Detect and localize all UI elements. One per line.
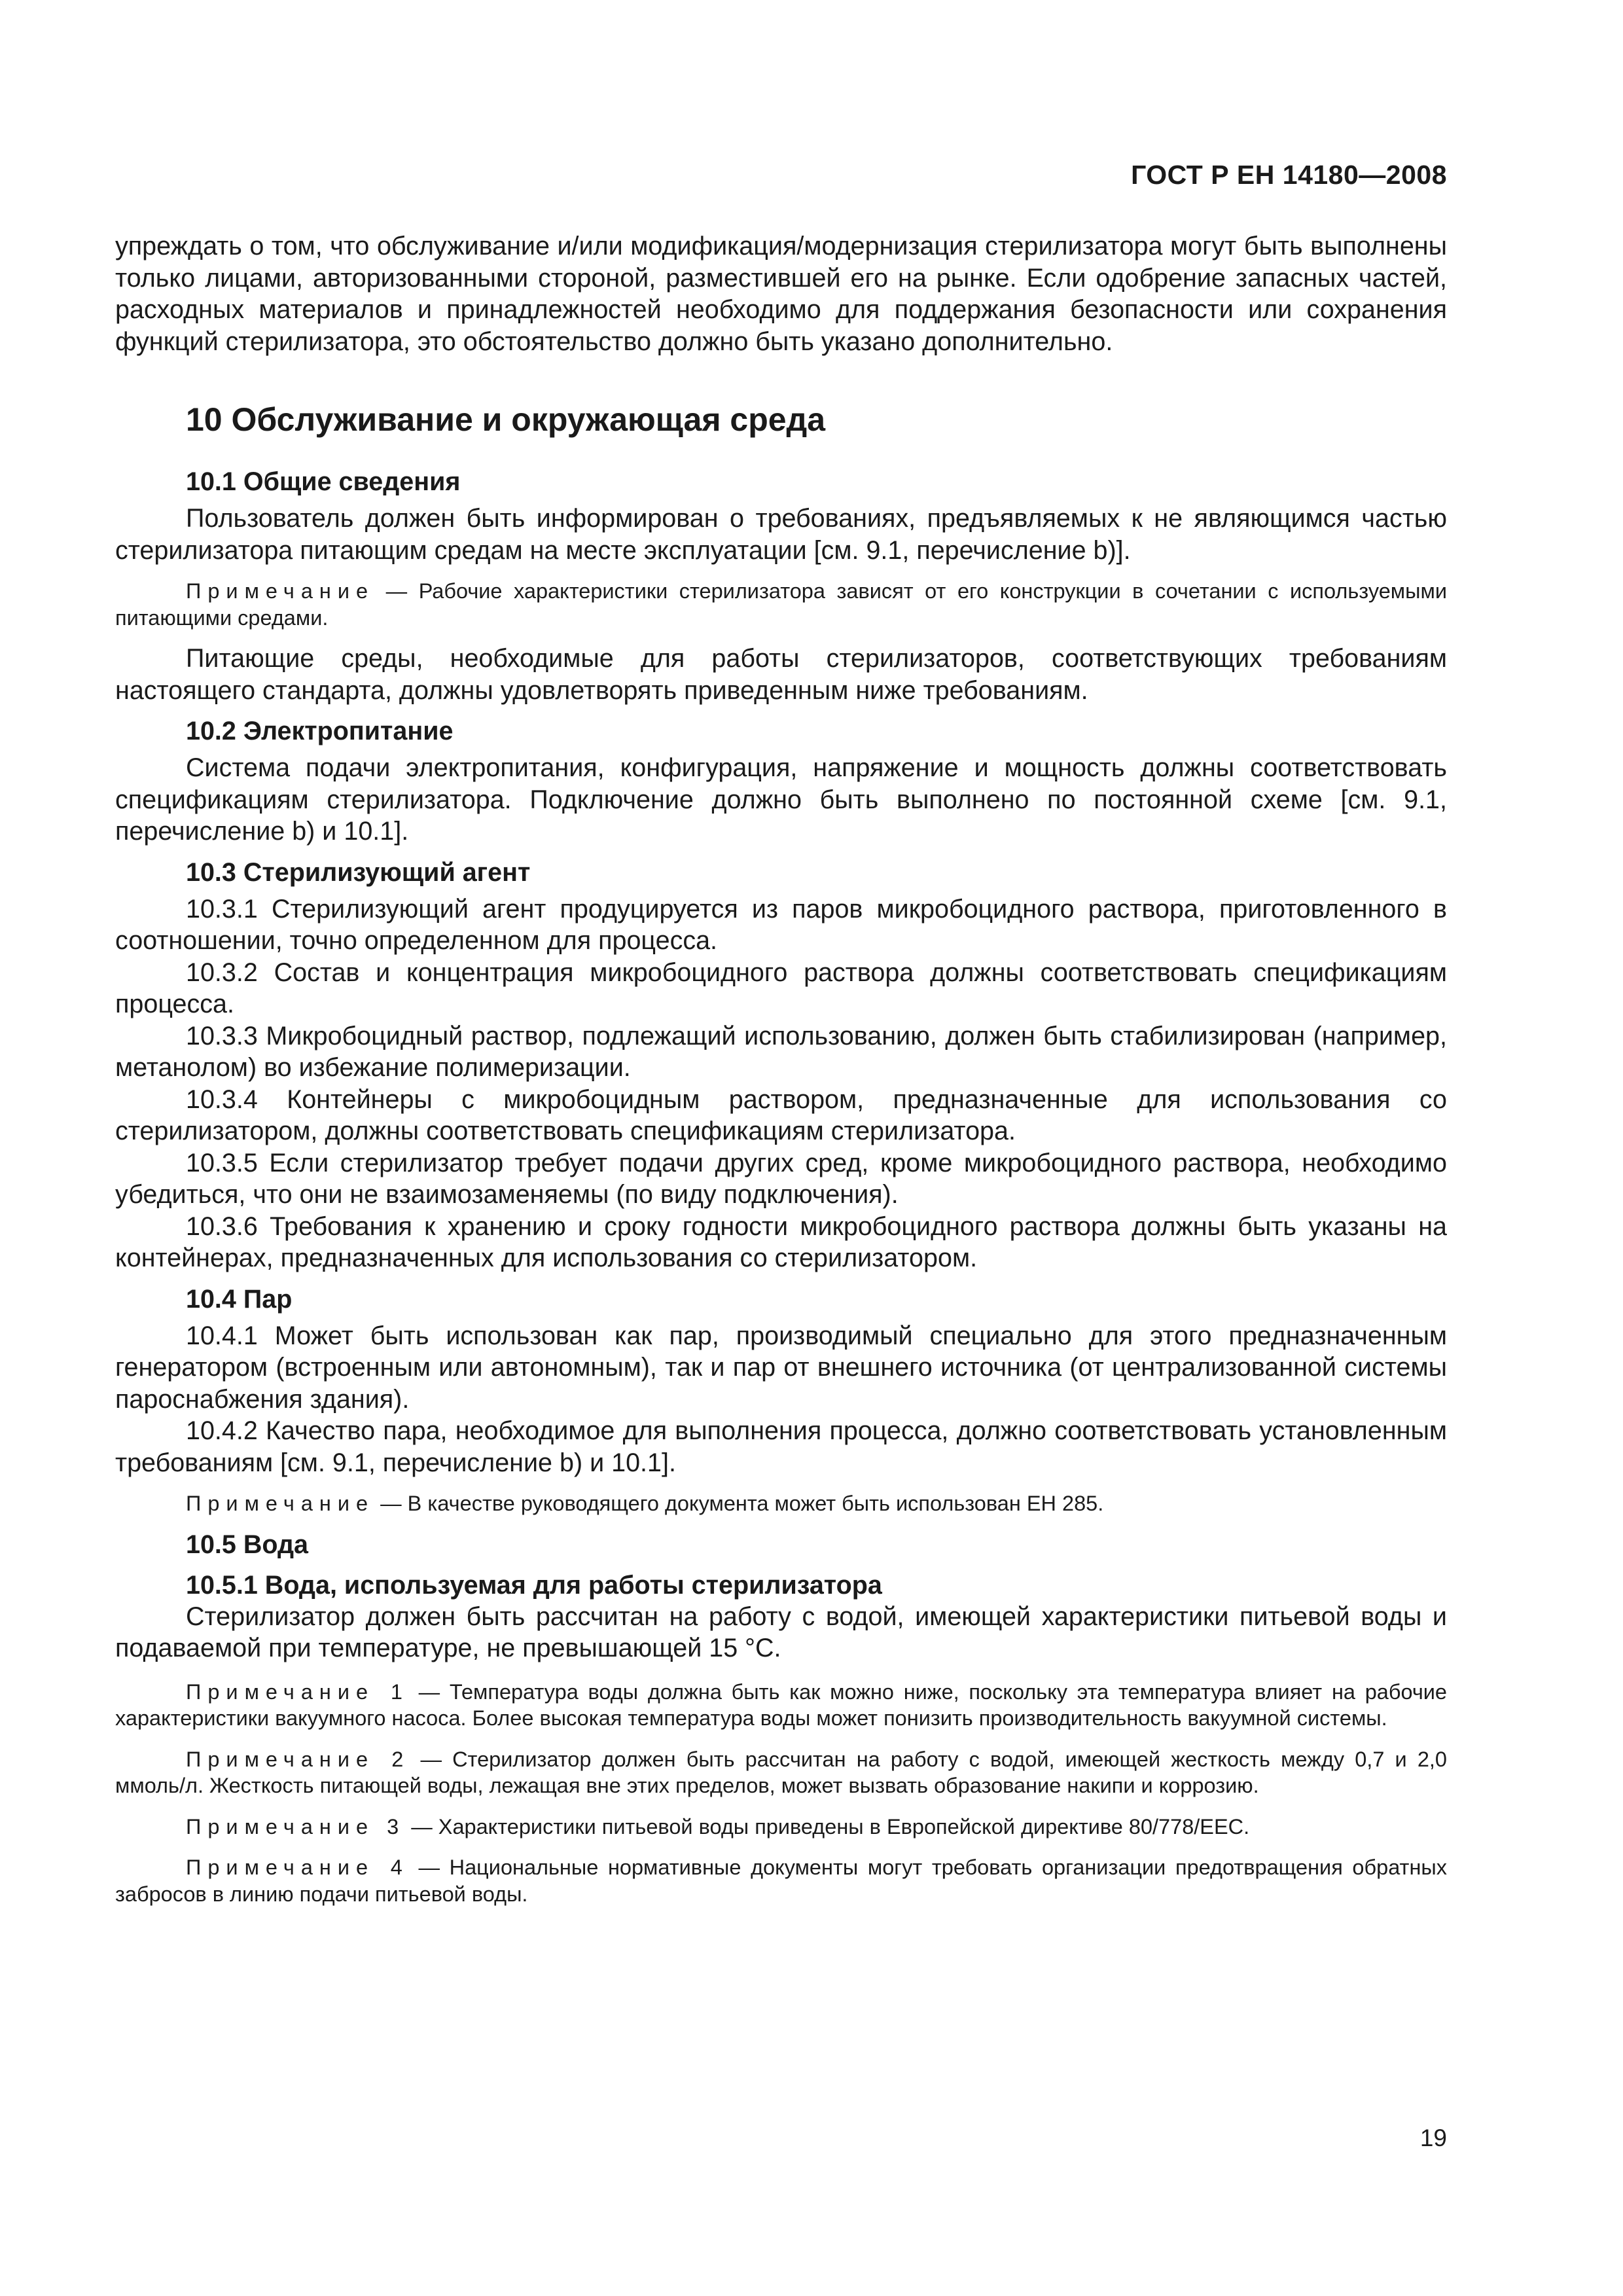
section-10-2-heading: 10.2 Электропитание [186, 717, 454, 745]
note-text: — Характеристики питьевой воды приведены в Европейской директиве 80/778/ЕЕС. [405, 1814, 1250, 1839]
section-10-2-paragraph: Система подачи электропитания, конфигурация, напряжение и мощность должны соответствовать спецификациям стерилизатора. Подключение должно быть выполнено по постоянной схеме [см. 9.1, перечисление b) и 10.1]. [115, 753, 1447, 846]
section-10-4-note [115, 1490, 1447, 1517]
clause-10-3-6: 10.3.6 Требования к хранению и сроку годности микробоцидного раствора должны быть указаны на контейнерах, предназначенных для использования со стерилизатором. [115, 1211, 1447, 1272]
note-text: — Национальные нормативные документы могут требовать организации предотвращения обратных забросов в линию подачи питьевой воды. [115, 1856, 1447, 1906]
clause-10-3-1: 10.3.1 Стерилизующий агент продуцируется из паров микробоцидного раствора, приготовленного в соотношении, точно определенном для процесса. [115, 894, 1447, 955]
section-10-1-note [115, 578, 1447, 631]
note-label: Примечание 4 [186, 1856, 409, 1879]
note-label: Примечание 2 [186, 1747, 410, 1771]
clause-10-4-2: 10.4.2 Качество пара, необходимое для выполнения процесса, должно соответствовать установленным требованиям [см. 9.1, перечисление b) и 10.1]. [115, 1416, 1447, 1477]
note-text: — В качестве руководящего документа может быть использован ЕН 285. [374, 1492, 1104, 1515]
note-label: Примечание [186, 1492, 375, 1515]
document-code: ГОСТ Р ЕН 14180—2008 [1131, 160, 1447, 190]
section-10-5-1-paragraph: Стерилизатор должен быть рассчитан на работу с водой, имеющей характеристики питьевой воды и подаваемой при температуре, не превышающей 15 °С. [115, 1602, 1447, 1662]
section-10-5-1-note-3 [115, 1814, 1447, 1840]
clause-10-3-3: 10.3.3 Микробоцидный раствор, подлежащий использованию, должен быть стабилизирован (например, метанолом) во избежание полимеризации. [115, 1021, 1447, 1082]
page-number: 19 [1419, 2125, 1447, 2151]
note-text: — Рабочие характеристики стерилизатора зависят от его конструкции в сочетании с используемыми питающими средами. [115, 579, 1447, 630]
document-page [115, 0, 1447, 2296]
section-10-3-heading: 10.3 Стерилизующий агент [186, 857, 531, 887]
section-10-1-paragraph-2: Питающие среды, необходимые для работы стерилизаторов, соответствующих требованиям настоящего стандарта, должны удовлетворять приведенным ниже требованиям. [115, 644, 1447, 705]
section-10-5-1-note-4 [115, 1854, 1447, 1907]
note-text: — Стерилизатор должен быть рассчитан на работу с водой, имеющей жесткость между 0,7 и 2,0 ммоль/л. Жесткость питающей воды, лежащая вне этих пределов, может вызвать образование накипи и коррозию. [115, 1747, 1448, 1797]
continued-paragraph: упреждать о том, что обслуживание и/или модификация/модернизация стерилизатора могут быть выполнены только лицами, авторизованными стороной, разместившей его на рынке. Если одобрение запасных частей, расходных материалов и принадлежностей необходимо для поддержания безопасности или сохранения функций стерилизатора, это обстоятельство должно быть указано дополнительно. [115, 232, 1447, 356]
section-10-4-heading: 10.4 Пар [186, 1284, 293, 1314]
section-10-5-1-note-1 [115, 1679, 1447, 1732]
section-10-heading: 10 Обслуживание и окружающая среда [186, 401, 826, 438]
note-label: Примечание 3 [186, 1814, 406, 1839]
note-label: Примечание 1 [186, 1679, 409, 1704]
section-10-1-heading: 10.1 Общие сведения [186, 467, 461, 496]
note-text: — Температура воды должна быть как можно ниже, поскольку эта температура влияет на рабочие характеристики вакуумного насоса. Более высокая температура воды может понизить производительность вакуумной системы. [115, 1679, 1447, 1730]
document-body [115, 230, 1447, 1907]
section-10-5-1-note-2 [115, 1746, 1447, 1799]
clause-10-3-2: 10.3.2 Состав и концентрация микробоцидного раствора должны соответствовать спецификациям процесса. [115, 958, 1447, 1018]
clause-10-3-5: 10.3.5 Если стерилизатор требует подачи других сред, кроме микробоцидного раствора, необходимо убедиться, что они не взаимозаменяемы (по виду подключения). [115, 1148, 1447, 1209]
section-10-5-1-heading: 10.5.1 Вода, используемая для работы стерилизатора [186, 1570, 882, 1600]
note-label: Примечание [186, 579, 375, 603]
clause-10-3-4: 10.3.4 Контейнеры с микробоцидным раствором, предназначенные для использования со стерилизатором, должны соответствовать спецификациям стерилизатора. [115, 1085, 1447, 1145]
section-10-1-paragraph-1: Пользователь должен быть информирован о требованиях, предъявляемых к не являющимся частью стерилизатора питающим средам на месте эксплуатации [см. 9.1, перечисление b)]. [115, 504, 1447, 565]
section-10-5-heading: 10.5 Вода [186, 1530, 309, 1559]
clause-10-4-1: 10.4.1 Может быть использован как пар, производимый специально для этого предназначенным генератором (встроенным или автономным), так и пар от внешнего источника (от централизованной системы пароснабжения здания). [115, 1321, 1447, 1414]
